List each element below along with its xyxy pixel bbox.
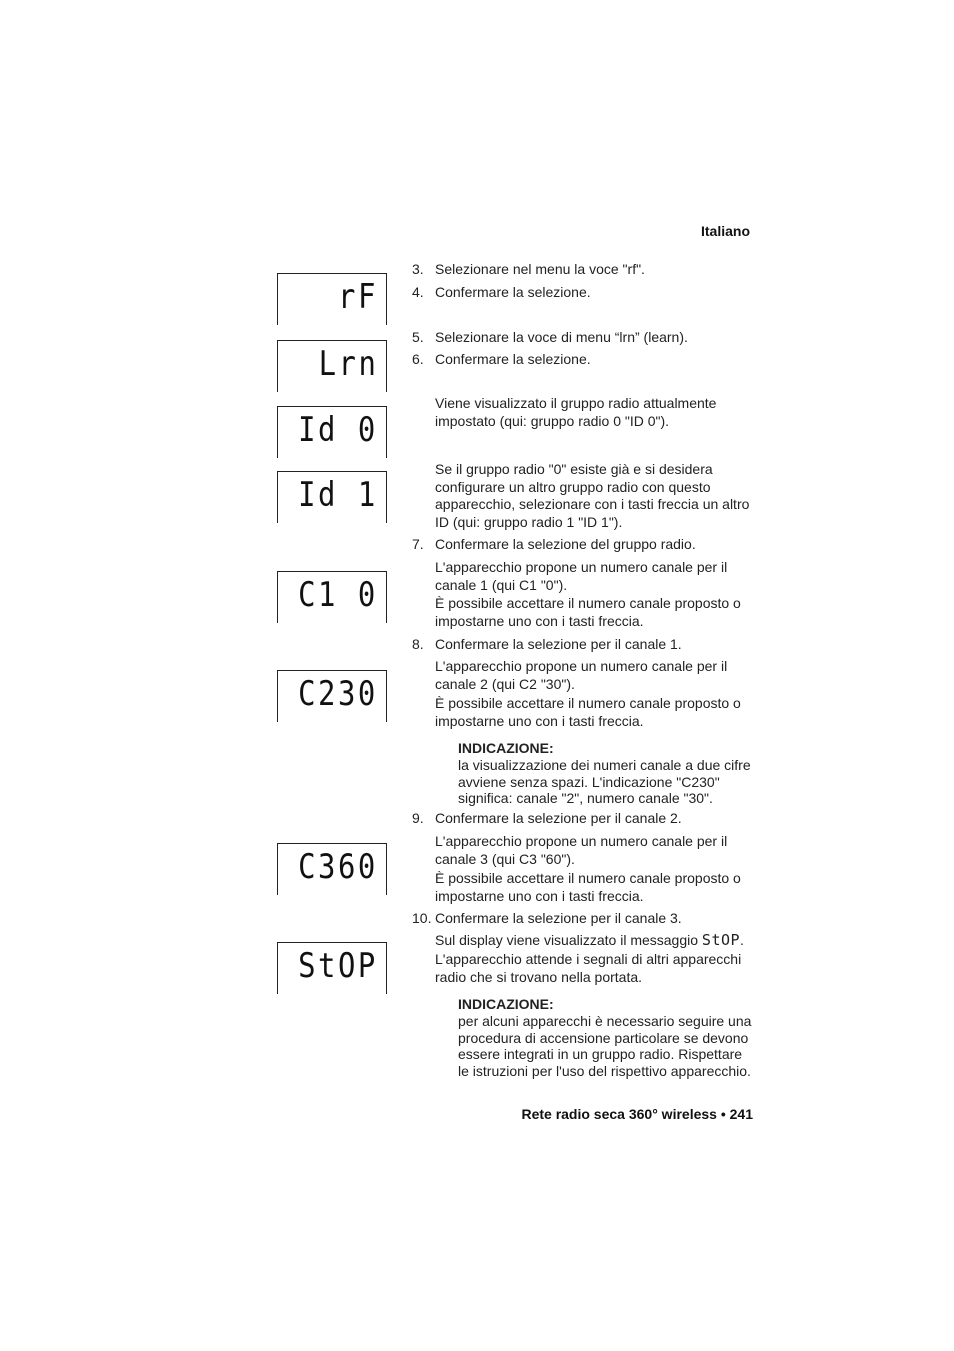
step-number: 8. — [412, 636, 424, 652]
paragraph-channel-3-proposal: L'apparecchio propone un numero canale per il canale 3 (qui C3 "60"). — [435, 833, 728, 867]
page-language-header: Italiano — [700, 223, 750, 239]
lcd-display-lrn — [277, 340, 387, 392]
note-title: INDICAZIONE: — [458, 996, 554, 1012]
step-number: 9. — [412, 810, 424, 826]
note-text: la visualizzazione dei numeri canale a due cifre avviene senza spazi. L'indicazione "C230" significa: canale "2", numero canale "30". — [458, 757, 751, 807]
step-text: Selezionare la voce di menu “lrn” (learn). — [435, 329, 688, 345]
lcd-text: C230 — [298, 674, 378, 714]
lcd-display-c230 — [277, 670, 387, 722]
lcd-text: C360 — [298, 847, 378, 887]
lcd-text: Id 1 — [298, 475, 378, 515]
lcd-text: rF — [338, 277, 378, 317]
lcd-text: C1 0 — [298, 575, 378, 615]
stop-code: StOP — [701, 931, 741, 949]
paragraph-channel-2-proposal: L'apparecchio propone un numero canale per il canale 2 (qui C2 "30"). — [435, 658, 728, 692]
lcd-text: StOP — [298, 946, 378, 986]
lcd-display-stop — [277, 942, 387, 994]
lcd-display-id0 — [277, 406, 387, 458]
paragraph-channel-1-accept: È possibile accettare il numero canale proposto o impostarne uno con i tasti freccia. — [435, 595, 741, 629]
lcd-text: Id 0 — [298, 410, 378, 450]
page-footer: Rete radio seca 360° wireless • 241 — [521, 1106, 753, 1122]
paragraph-channel-3-accept: È possibile accettare il numero canale proposto o impostarne uno con i tasti freccia. — [435, 870, 741, 904]
paragraph-current-group: Viene visualizzato il gruppo radio attualmente impostato (qui: gruppo radio 0 "ID 0"). — [435, 395, 717, 429]
note-title: INDICAZIONE: — [458, 740, 554, 756]
lcd-display-c10 — [277, 571, 387, 623]
note-text: per alcuni apparecchi è necessario seguire una procedura di accensione particolare se devono essere integrati in un gruppo radio. Rispettare le istruzioni per l'uso del rispettivo apparecchio. — [458, 1013, 752, 1079]
step-text: Selezionare nel menu la voce "rf". — [435, 261, 645, 277]
step-text: Confermare la selezione per il canale 3. — [435, 910, 682, 926]
note-two-digit-channels — [458, 740, 754, 807]
step-text: Confermare la selezione del gruppo radio. — [435, 536, 696, 552]
lcd-display-c360 — [277, 843, 387, 895]
step-number: 10. — [412, 910, 432, 926]
step-number: 6. — [412, 351, 424, 367]
step-text: Confermare la selezione. — [435, 284, 591, 300]
stop-message-prefix: Sul display viene visualizzato il messaggio — [435, 932, 699, 948]
lcd-display-rf — [277, 273, 387, 325]
step-text: Confermare la selezione per il canale 2. — [435, 810, 682, 826]
step-number: 7. — [412, 536, 424, 552]
step-text: Confermare la selezione. — [435, 351, 591, 367]
paragraph-channel-1-proposal: L'apparecchio propone un numero canale per il canale 1 (qui C1 "0"). — [435, 559, 728, 593]
step-number: 5. — [412, 329, 424, 345]
note-special-procedure — [458, 996, 754, 1079]
paragraph-channel-2-accept: È possibile accettare il numero canale proposto o impostarne uno con i tasti freccia. — [435, 695, 741, 729]
step-number: 4. — [412, 284, 424, 300]
step-text: Confermare la selezione per il canale 1. — [435, 636, 682, 652]
lcd-display-id1 — [277, 471, 387, 523]
stop-message-suffix: . — [740, 932, 744, 948]
lcd-text: Lrn — [318, 344, 378, 384]
paragraph-stop-message — [435, 932, 757, 950]
paragraph-select-group: Se il gruppo radio "0" esiste già e si desidera configurare un altro gruppo radio con questo apparecchio, selezionare con i tasti freccia un altro ID (qui: gruppo radio 1 "ID 1"). — [435, 461, 750, 530]
step-number: 3. — [412, 261, 424, 277]
paragraph-waiting-signals: L'apparecchio attende i segnali di altri apparecchi radio che si trovano nella portata. — [435, 951, 742, 985]
